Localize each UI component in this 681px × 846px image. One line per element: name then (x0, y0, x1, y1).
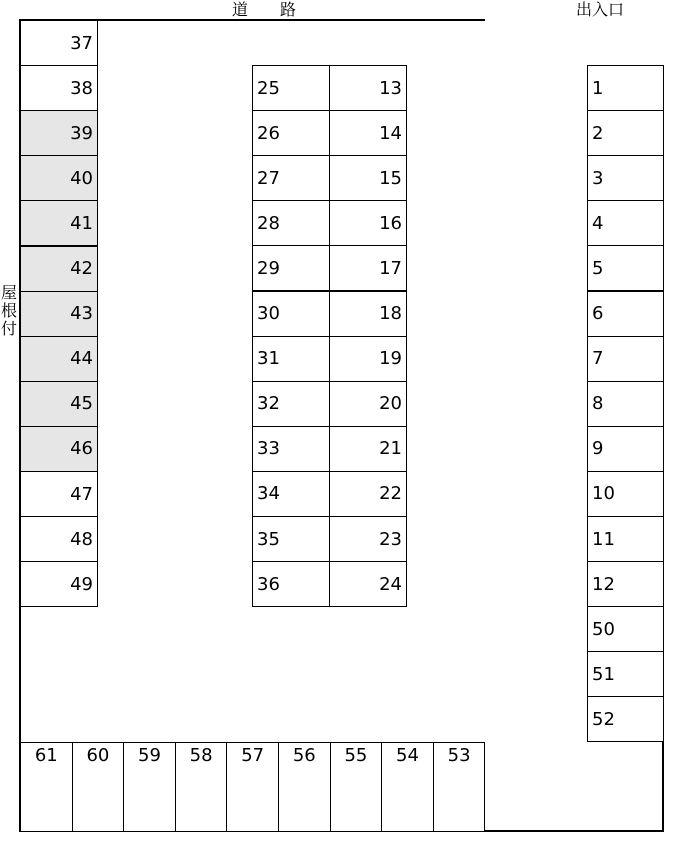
parking-stall-58[interactable]: 58 (175, 742, 228, 832)
parking-stall-57[interactable]: 57 (226, 742, 279, 832)
parking-stall-34[interactable]: 34 (252, 471, 330, 517)
parking-stall-16[interactable]: 16 (329, 200, 407, 246)
parking-stall-39[interactable]: 39 (20, 110, 98, 156)
parking-stall-4[interactable]: 4 (587, 200, 664, 246)
parking-stall-36[interactable]: 36 (252, 561, 330, 607)
parking-stall-24[interactable]: 24 (329, 561, 407, 607)
parking-stall-6[interactable]: 6 (587, 291, 664, 337)
parking-stall-12[interactable]: 12 (587, 561, 664, 607)
parking-stall-7[interactable]: 7 (587, 336, 664, 382)
parking-stall-32[interactable]: 32 (252, 381, 330, 427)
parking-stall-29[interactable]: 29 (252, 245, 330, 291)
parking-stall-1[interactable]: 1 (587, 65, 664, 111)
parking-stall-53[interactable]: 53 (433, 742, 486, 832)
lot-right-boundary (662, 742, 664, 832)
parking-stall-48[interactable]: 48 (20, 516, 98, 562)
parking-stall-17[interactable]: 17 (329, 245, 407, 291)
parking-stall-50[interactable]: 50 (587, 606, 664, 652)
parking-stall-2[interactable]: 2 (587, 110, 664, 156)
parking-stall-28[interactable]: 28 (252, 200, 330, 246)
parking-stall-3[interactable]: 3 (587, 155, 664, 201)
parking-stall-42[interactable]: 42 (20, 246, 98, 292)
roof-label-char: 根 (0, 301, 17, 320)
parking-stall-27[interactable]: 27 (252, 155, 330, 201)
parking-stall-35[interactable]: 35 (252, 516, 330, 562)
parking-stall-60[interactable]: 60 (72, 742, 125, 832)
parking-stall-59[interactable]: 59 (123, 742, 176, 832)
parking-stall-33[interactable]: 33 (252, 426, 330, 472)
parking-stall-25[interactable]: 25 (252, 65, 330, 111)
roof-label (0, 284, 18, 338)
roof-label-char: 付 (0, 319, 17, 338)
parking-stall-5[interactable]: 5 (587, 245, 664, 291)
parking-stall-47[interactable]: 47 (20, 471, 98, 517)
roof-label-char: 屋 (0, 283, 17, 302)
parking-stall-18[interactable]: 18 (329, 291, 407, 337)
parking-stall-22[interactable]: 22 (329, 471, 407, 517)
parking-stall-44[interactable]: 44 (20, 336, 98, 382)
road-label: 道 路 (232, 0, 297, 19)
parking-stall-56[interactable]: 56 (278, 742, 331, 832)
parking-stall-54[interactable]: 54 (381, 742, 434, 832)
parking-stall-20[interactable]: 20 (329, 381, 407, 427)
parking-stall-41[interactable]: 41 (20, 200, 98, 246)
parking-stall-13[interactable]: 13 (329, 65, 407, 111)
parking-stall-11[interactable]: 11 (587, 516, 664, 562)
entrance-label: 出入口 (576, 0, 625, 19)
parking-stall-46[interactable]: 46 (20, 426, 98, 472)
parking-stall-51[interactable]: 51 (587, 651, 664, 697)
parking-stall-43[interactable]: 43 (20, 291, 98, 337)
parking-stall-19[interactable]: 19 (329, 336, 407, 382)
parking-stall-23[interactable]: 23 (329, 516, 407, 562)
parking-stall-14[interactable]: 14 (329, 110, 407, 156)
parking-stall-38[interactable]: 38 (20, 65, 98, 111)
parking-stall-8[interactable]: 8 (587, 381, 664, 427)
parking-stall-10[interactable]: 10 (587, 471, 664, 517)
parking-stall-61[interactable]: 61 (20, 742, 73, 832)
parking-stall-26[interactable]: 26 (252, 110, 330, 156)
parking-stall-30[interactable]: 30 (252, 291, 330, 337)
parking-stall-49[interactable]: 49 (20, 561, 98, 607)
parking-stall-21[interactable]: 21 (329, 426, 407, 472)
parking-stall-37[interactable]: 37 (20, 20, 98, 66)
parking-stall-15[interactable]: 15 (329, 155, 407, 201)
parking-stall-52[interactable]: 52 (587, 696, 664, 742)
parking-stall-31[interactable]: 31 (252, 336, 330, 382)
parking-stall-9[interactable]: 9 (587, 426, 664, 472)
parking-stall-40[interactable]: 40 (20, 155, 98, 201)
parking-stall-55[interactable]: 55 (330, 742, 383, 832)
parking-stall-45[interactable]: 45 (20, 381, 98, 427)
